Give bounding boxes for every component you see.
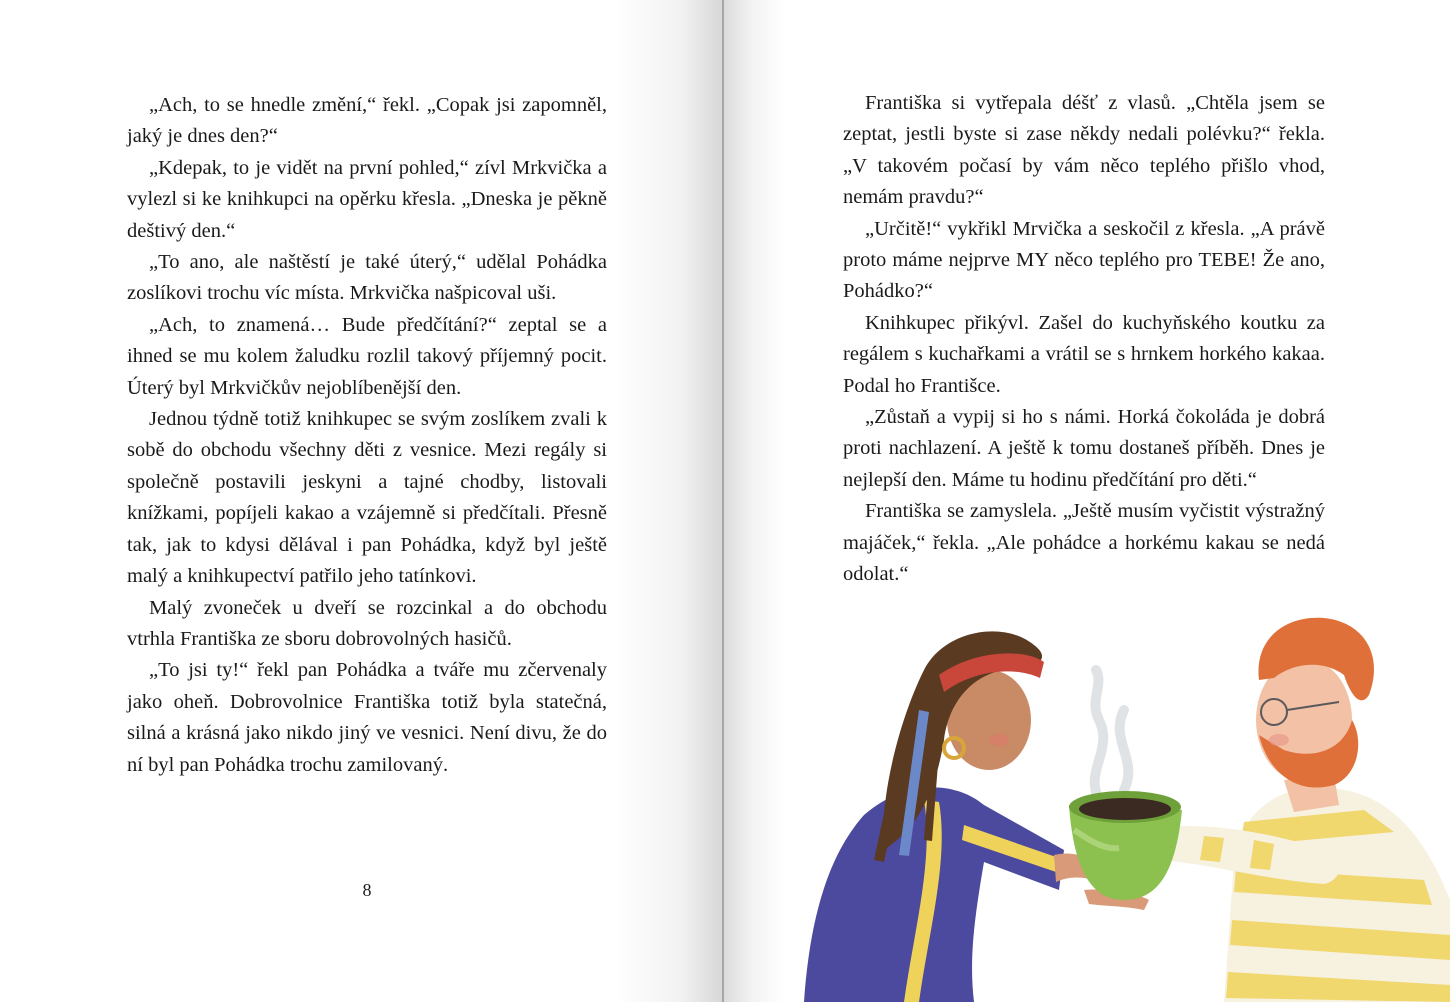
right-page-text	[843, 88, 1325, 591]
page-number: 8	[362, 880, 372, 900]
paragraph: „Zůstaň a vypij si ho s námi. Horká čokoláda je dobrá proti nachlazení. A ještě k tomu dostaneš příběh. Dnes je nejlepší den. Máme tu hodinu předčítání pro děti.“	[843, 406, 1325, 491]
right-page	[724, 0, 1450, 1002]
paragraph: „Kdepak, to je vidět na první pohled,“ zívl Mrkvička a vylezl si ke knihkupci na opěrku křesla. „Dneska je pěkně deštivý den.“	[127, 156, 607, 242]
gutter-shadow	[724, 0, 784, 1002]
gutter-shadow	[614, 0, 724, 1002]
paragraph: Malý zvoneček u dveří se rozcinkal a do obchodu vtrhla Františka ze sboru dobrovolných hasičů.	[127, 596, 607, 650]
left-page	[0, 0, 724, 1002]
mug	[1069, 791, 1182, 900]
paragraph: „Ach, to znamená… Bude předčítání?“ zeptal se a ihned se mu kolem žaludku rozlil takový příjemný pocit. Úterý byl Mrkvičkův nejoblíbenější den.	[127, 313, 607, 399]
paragraph: „Určitě!“ vykřikl Mrvička a seskočil z křesla. „A právě proto máme nejprve MY něco teplého pro TEBE! Že ano, Pohádko?“	[843, 217, 1325, 303]
paragraph: Jednou týdně totiž knihkupec se svým zoslíkem zvali k sobě do obchodu všechny děti z vesnice. Mezi regály si společně postavili jeskyni a tajné chodby, listovali knížkami, popíjeli kakao a vzájemně si předčítali. Přesně tak, jak to kdysi dělával i pan Pohádka, když byl ještě malý a knihkupectví patřilo jeho tatínkovi.	[127, 408, 607, 588]
paragraph: „To ano, ale naštěstí je také úterý,“ udělal Pohádka zoslíkovi trochu víc místa. Mrkvička našpicoval uši.	[127, 251, 607, 305]
paragraph: „To jsi ty!“ řekl pan Pohádka a tváře mu zčervenaly jako oheň. Dobrovolnice Františka totiž byla statečná, silná a krásná jako nikdo jiný ve vesnici. Není divu, že do ní byl pan Pohádka trochu zamilovaný.	[127, 659, 607, 776]
paragraph: Františka si vytřepala déšť z vlasů. „Chtěla jsem se zeptat, jestli byste si zase někdy nedali polévku?“ řekla. „V takovém počasí by vám něco teplého přišlo vhod, nemám pravdu?“	[843, 92, 1325, 209]
paragraph: Knihkupec přikývl. Zašel do kuchyňského koutku za regálem s kuchařkami a vrátil se s hrnkem horkého kakaa. Podal ho Františce.	[843, 311, 1325, 397]
left-page-text	[127, 90, 607, 781]
paragraph: Františka se zamyslela. „Ještě musím vyčistit výstražný majáček,“ řekla. „Ale pohádce a horkému kakau se nedá odolat.“	[843, 500, 1325, 586]
gutter	[722, 0, 724, 1002]
paragraph: „Ach, to se hnedle změní,“ řekl. „Copak jsi zapomněl, jaký je dnes den?“	[127, 94, 607, 148]
illustration	[804, 600, 1450, 1002]
steam	[1095, 670, 1129, 800]
